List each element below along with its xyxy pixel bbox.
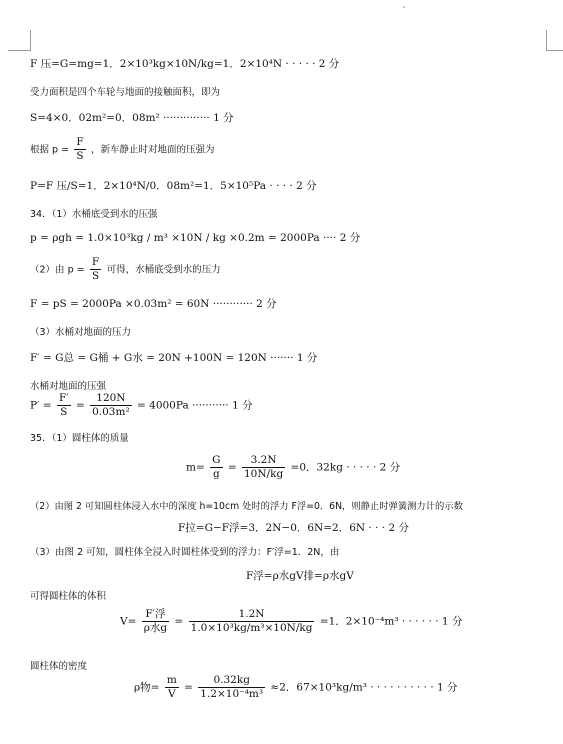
fraction-numerator: G <box>212 454 221 466</box>
solution-line-pressure-formula <box>30 136 215 163</box>
fraction-denominator: S <box>76 150 84 162</box>
solution-line-contact-area-text: 受力面积是四个车轮与地面的接触面积，即为 <box>30 87 221 98</box>
formula-prefix: V= <box>120 615 137 628</box>
fraction-values <box>189 608 315 635</box>
fraction-denominator: 10N/kg <box>244 468 284 480</box>
formula-suffix: ，新车静止时对地面的压强为 <box>91 144 215 156</box>
solution-line-spring-reading: F拉=G−F浮=3．2N−0．6N=2．6N · · · 2 分 <box>178 522 409 534</box>
question-34-part1: 34．（1）水桶底受到水的压强 <box>30 209 158 220</box>
fraction-denominator: V <box>168 688 176 700</box>
formula-prefix: m= <box>186 461 205 474</box>
fraction-g-over-g <box>210 454 222 481</box>
formula-prefix: 根据 p = <box>30 144 70 156</box>
question-35-part2: （2）由图 2 可知圆柱体浸入水中的深度 h=10cm 处时的浮力 F浮=0．6N，则静止时弹簧测力计的示数 <box>30 501 463 512</box>
question-35-part1: 35．（1）圆柱体的质量 <box>30 433 129 444</box>
equals-sign: = <box>75 399 85 412</box>
page-corner-mark-left <box>8 30 31 51</box>
solution-line-density <box>134 674 458 701</box>
fraction-numerator: 0.32kg <box>198 674 265 688</box>
solution-line-water-force: F = pS = 2000Pa ×0.03m² = 60N ············ 2 分 <box>30 298 277 310</box>
fraction-values <box>242 454 285 481</box>
question-34-part3: （3）水桶对地面的压力 <box>30 327 132 338</box>
formula-result: = 4000Pa ··········· 1 分 <box>137 399 253 412</box>
equals-sign: = <box>184 681 193 694</box>
fraction-numerator: 1.2N <box>189 608 315 622</box>
fraction-denominator: 1.2×10⁻⁴m³ <box>200 688 264 700</box>
solution-line-volume <box>120 608 462 635</box>
fraction-f-over-s <box>57 392 71 419</box>
fraction-denominator: ρ水g <box>143 622 168 634</box>
question-35-part3: （3）由图 2 可知，圆柱体全浸入时圆柱体受到的浮力：F′浮=1．2N，由 <box>30 547 340 558</box>
fraction-force-over-density <box>142 608 169 635</box>
fraction-numerator: F′ <box>58 392 69 404</box>
formula-prefix: ρ物= <box>134 681 160 694</box>
solution-line-density-text: 圆柱体的密度 <box>30 661 88 672</box>
fraction-f-over-s <box>74 136 85 163</box>
fraction-m-over-v <box>165 674 179 701</box>
fraction-numerator: F <box>91 256 100 268</box>
formula-result: =0．32kg · · · · · 2 分 <box>290 461 401 474</box>
solution-line-water-pressure: p = ρgh = 1.0×10³kg / m³ ×10N / kg ×0.2m = 2000Pa ···· 2 分 <box>30 232 361 244</box>
fraction-denominator: g <box>212 468 220 480</box>
fraction-denominator: S <box>91 270 100 282</box>
fraction-numerator: F <box>76 136 84 148</box>
fraction-values <box>198 674 265 701</box>
formula-result: ≈2．67×10³kg/m³ · · · · · · · · · · 1 分 <box>270 681 458 694</box>
equals-sign: = <box>227 461 237 474</box>
fraction-numerator: m <box>166 674 177 686</box>
solution-line-area: S=4×0．02m²=0．08m² ·············· 1 分 <box>30 112 234 124</box>
formula-prefix: P′ = <box>30 399 52 412</box>
fraction-values <box>90 392 132 419</box>
solution-line-buoyancy-formula: F浮=ρ水gV排=ρ水gV <box>246 570 354 582</box>
solution-line-ground-pressure-text: 水桶对地面的压强 <box>30 381 107 392</box>
question-34-part2 <box>30 256 221 283</box>
solution-line-mass <box>186 454 400 481</box>
page-corner-mark-right <box>546 30 563 51</box>
fraction-numerator: 120N <box>90 392 132 406</box>
fraction-denominator: 1.0×10³kg/m³×10N/kg <box>190 622 313 634</box>
fraction-numerator: F′浮 <box>142 608 169 622</box>
solution-line-pressure-result: P=F 压/S=1．2×10⁴N/0．08m²=1．5×10⁵Pa · · · · 2 分 <box>30 180 317 192</box>
solution-line-total-force: F′ = G总 = G桶 + G水 = 20N +100N = 120N ······· 1 分 <box>30 352 318 364</box>
equals-sign: = <box>174 615 184 628</box>
solution-line-pressure-force: F 压=G=mg=1．2×10³kg×10N/kg=1．2×10⁴N · · · · · 2 分 <box>30 58 340 70</box>
fraction-f-over-s <box>90 256 101 283</box>
formula-prefix: （2）由 p = <box>30 264 85 276</box>
formula-suffix: 可得，水桶底受到水的压力 <box>106 264 221 276</box>
fraction-denominator: S <box>60 406 68 418</box>
page-dot-mark <box>403 6 405 8</box>
fraction-numerator: 3.2N <box>242 454 285 468</box>
solution-line-ground-pressure <box>30 392 253 419</box>
formula-result: =1．2×10⁻⁴m³ · · · · · · 1 分 <box>319 615 463 628</box>
solution-line-volume-text: 可得圆柱体的体积 <box>30 591 107 602</box>
fraction-denominator: 0.03m² <box>92 406 130 418</box>
